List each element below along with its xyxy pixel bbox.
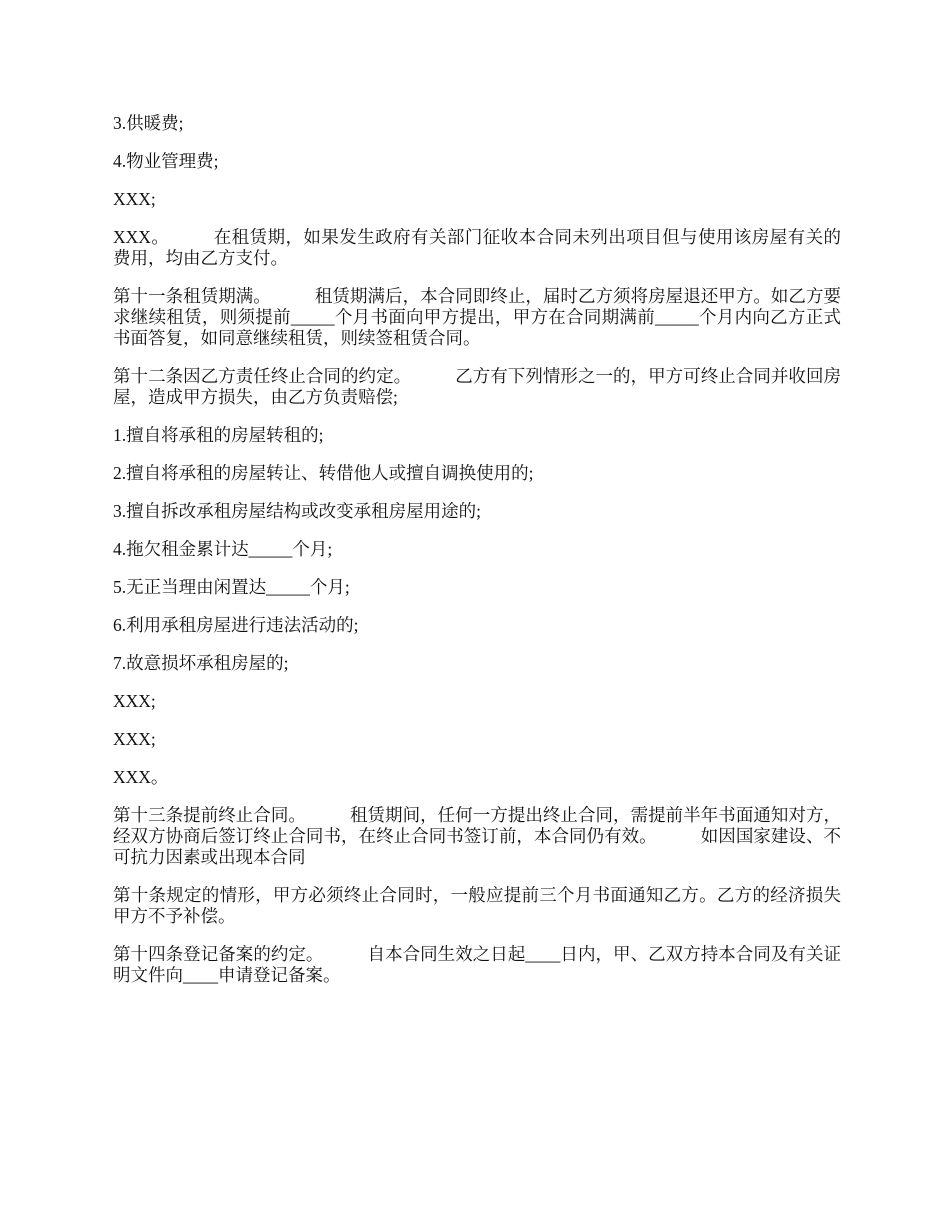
- paragraph-article-12: 第十二条因乙方责任终止合同的约定。 乙方有下列情形之一的，甲方可终止合同并收回房屋，造成甲方损失，由乙方负责赔偿;: [113, 366, 842, 407]
- paragraph-article-14: 第十四条登记备案的约定。 自本合同生效之日起____日内，甲、乙双方持本合同及有关证明文件向____申请登记备案。: [113, 944, 842, 985]
- list-item-2: 2.擅自将承租的房屋转让、转借他人或擅自调换使用的;: [113, 463, 534, 483]
- paragraph-property-fee: 4.物业管理费;: [113, 151, 219, 171]
- list-item-5: 5.无正当理由闲置达_____个月;: [113, 577, 350, 597]
- paragraph-article-10-ref: 第十条规定的情形，甲方必须终止合同时，一般应提前三个月书面通知乙方。乙方的经济损失甲方不予补偿。: [113, 885, 841, 926]
- list-item-1: 1.擅自将承租的房屋转租的;: [113, 425, 324, 445]
- paragraph-heating-fee: 3.供暖费;: [113, 113, 184, 133]
- paragraph-other-fees: XXX。 在租赁期，如果发生政府有关部门征收本合同未列出项目但与使用该房屋有关的费用，均由乙方支付。: [113, 227, 842, 268]
- list-item-4: 4.拖欠租金累计达_____个月;: [113, 539, 333, 559]
- list-item-3: 3.擅自拆改承租房屋结构或改变承租房屋用途的;: [113, 501, 481, 521]
- paragraph-placeholder-1: XXX;: [113, 189, 156, 209]
- paragraph-placeholder-3: XXX;: [113, 729, 156, 749]
- paragraph-article-11: 第十一条租赁期满。 租赁期满后，本合同即终止，届时乙方须将房屋退还甲方。如乙方要求继续租赁，则须提前_____个月书面向甲方提出，甲方在合同期满前_____个月内向乙方正式书面答复，如同意继续租赁，则续签租赁合同。: [113, 286, 842, 348]
- list-item-7: 7.故意损坏承租房屋的;: [113, 653, 289, 673]
- list-item-6: 6.利用承租房屋进行违法活动的;: [113, 615, 359, 635]
- document-page: [113, 113, 841, 1003]
- paragraph-placeholder-2: XXX;: [113, 691, 156, 711]
- paragraph-placeholder-4: XXX。: [113, 767, 169, 787]
- paragraph-article-13: 第十三条提前终止合同。 租赁期间，任何一方提出终止合同，需提前半年书面通知对方，经双方协商后签订终止合同书，在终止合同书签订前，本合同仍有效。 如因国家建设、不可抗力因素或出现本合同: [113, 805, 842, 867]
